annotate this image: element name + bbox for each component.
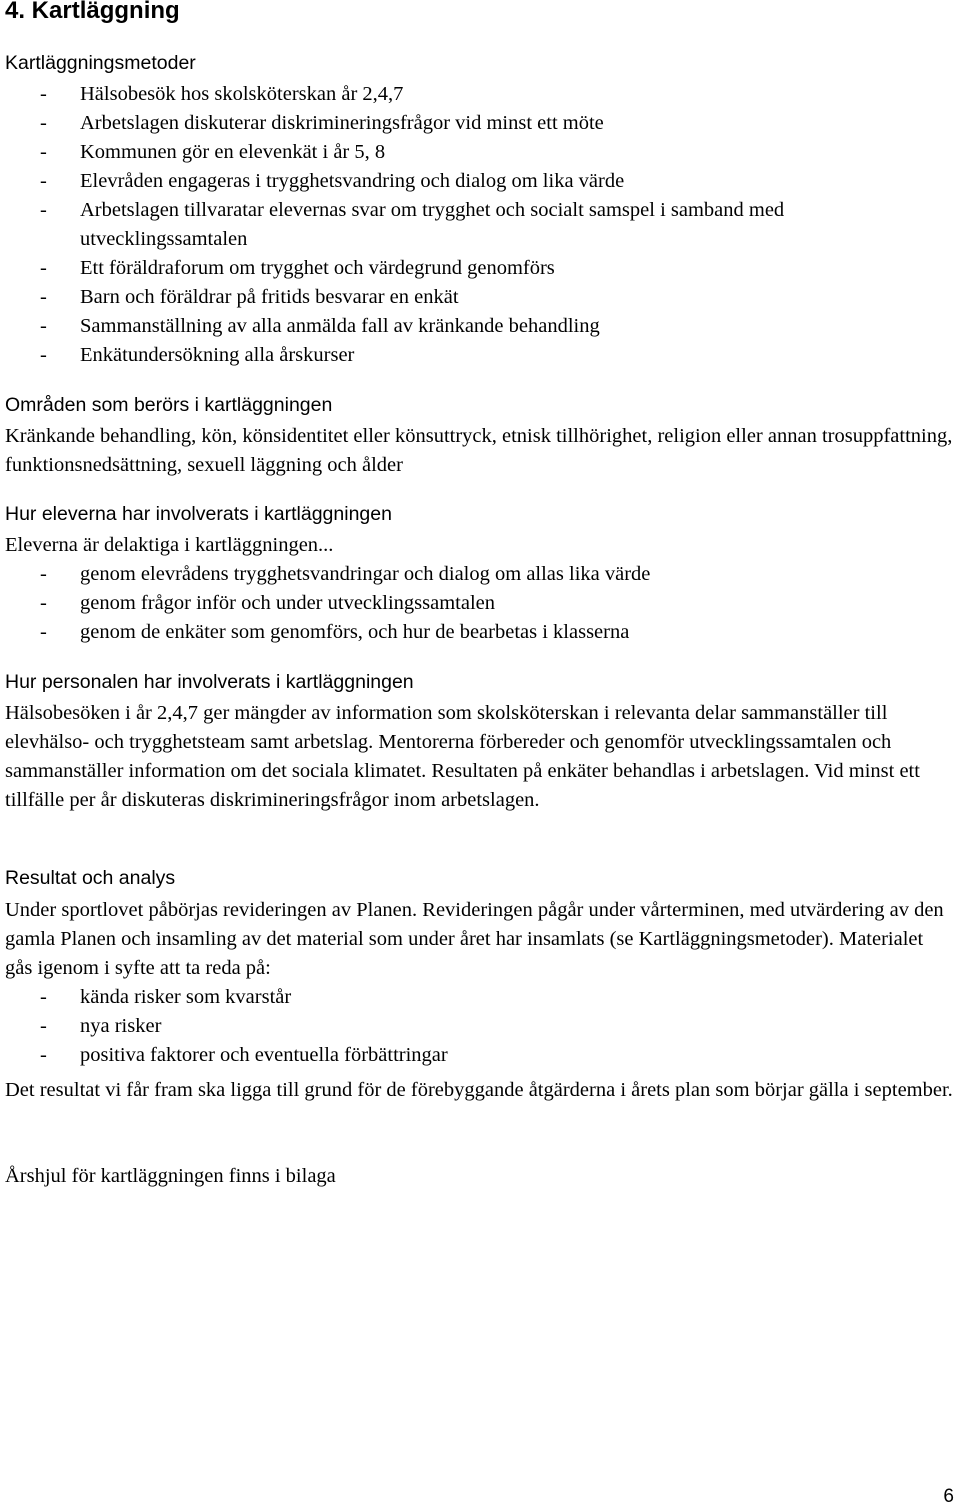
students-heading: Hur eleverna har involverats i kartläggningen xyxy=(5,503,392,525)
list-item: - positiva faktorer och eventuella förbättringar xyxy=(0,1041,955,1070)
list-item: - genom frågor inför och under utvecklingssamtalen xyxy=(0,589,955,618)
list-item: - Arbetslagen diskuterar diskrimineringsfrågor vid minst ett möte xyxy=(0,109,955,138)
list-item: - Sammanställning av alla anmälda fall av kränkande behandling xyxy=(0,312,955,341)
results-heading: Resultat och analys xyxy=(5,867,176,889)
list-item: - kända risker som kvarstår xyxy=(0,983,955,1012)
results-list xyxy=(0,983,955,1070)
list-item: - Barn och föräldrar på fritids besvarar en enkät xyxy=(0,283,955,312)
list-item: - genom elevrådens trygghetsvandringar och dialog om allas lika värde xyxy=(0,560,955,589)
list-item: - Kommunen gör en elevenkät i år 5, 8 xyxy=(0,138,955,167)
list-item: - nya risker xyxy=(0,1012,955,1041)
methods-list xyxy=(0,80,955,370)
list-item: - Hälsobesök hos skolsköterskan år 2,4,7 xyxy=(0,80,955,109)
students-list xyxy=(0,560,955,647)
areas-heading: Områden som berörs i kartläggningen xyxy=(5,394,333,416)
list-item: - Arbetslagen tillvaratar elevernas svar om trygghet och socialt samspel i samband med utvecklingssamtalen xyxy=(0,196,955,254)
staff-heading: Hur personalen har involverats i kartläggningen xyxy=(5,671,414,693)
areas-text: Kränkande behandling, kön, könsidentitet eller könsuttryck, etnisk tillhörighet, religion eller annan trosuppfattning, funktionsnedsättning, sexuell läggning och ålder xyxy=(5,425,953,476)
page-title: 4. Kartläggning xyxy=(5,0,180,24)
staff-text: Hälsobesöken i år 2,4,7 ger mängder av information som skolsköterskan i relevanta delar sammanställer till elevhälso- och trygghetsteam samt arbetslag. Mentorerna förbereder och genomför utvecklingssamtalen och sammanställer information om det sociala klimatet. Resultaten på enkäter behandlas i arbetslagen. Vid minst ett tillfälle per år diskuteras diskrimineringsfrågor inom arbetslagen. xyxy=(5,702,920,811)
methods-heading: Kartläggningsmetoder xyxy=(5,52,196,74)
results-conclusion: Det resultat vi får fram ska ligga till grund för de förebyggande åtgärderna i årets plan som börjar gälla i september. xyxy=(5,1079,953,1101)
list-item: - genom de enkäter som genomförs, och hur de bearbetas i klasserna xyxy=(0,618,955,647)
list-item: - Elevråden engageras i trygghetsvandring och dialog om lika värde xyxy=(0,167,955,196)
list-item: - Ett föräldraforum om trygghet och värdegrund genomförs xyxy=(0,254,955,283)
annual-wheel-note: Årshjul för kartläggningen finns i bilaga xyxy=(5,1165,336,1187)
results-text: Under sportlovet påbörjas revideringen av Planen. Revideringen pågår under vårterminen, med utvärdering av den gamla Planen och insamling av det material som under året har insamlats (se Kartläggningsmetoder). Materialet gås igenom i syfte att ta reda på: xyxy=(5,899,944,979)
list-item: - Enkätundersökning alla årskurser xyxy=(0,341,955,370)
page-number: 6 xyxy=(943,1486,954,1507)
students-intro: Eleverna är delaktiga i kartläggningen... xyxy=(5,534,334,556)
